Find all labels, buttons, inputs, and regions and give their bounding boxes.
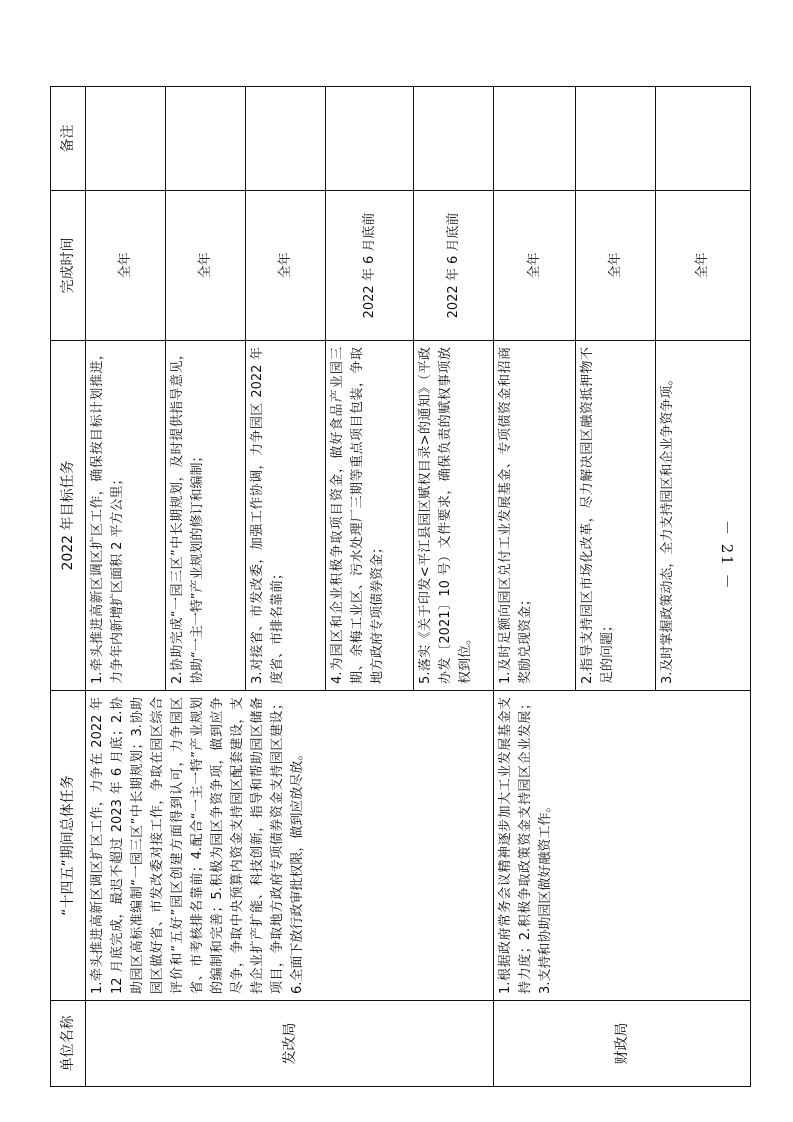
page-number: － 21 － [718,520,736,591]
unit-name-cell: 财政局 [494,1001,751,1087]
goal-cell: 2.协助完成“一园三区”中长期规划，及时提供指导意见，协助“一主一特”产业规划的修订和编制； [166,341,246,691]
header-unit: 单位名称 [51,1001,86,1087]
remark-cell [656,87,751,191]
remark-cell [166,87,246,191]
remark-cell [246,87,326,191]
header-row [51,87,86,1087]
remark-cell [576,87,656,191]
goal-cell: 1.牵头推进高新区调区扩区工作，确保按目标计划推进，力争年内新增扩区面积 2 平方公里； [86,341,166,691]
table-row [86,87,166,1087]
goal-cell: 4.为园区和企业积极争取项目资金，做好食品产业园三期、余梅工业区、污水处理厂三期等重点项目包装，争取地方政府专项债券资金； [326,341,414,691]
rotated-landscape-table [50,87,750,1087]
task-table [50,86,751,1087]
overall-task-cell: 1.根据政府常务会议精神逐步加大工业发展基金支持力度；2.积极争取政策资金支持园区企业发展；3.支持和协助园区做好融资工作。 [494,691,751,1001]
header-goal-2022: 2022 年目标任务 [51,341,86,691]
header-remark: 备注 [51,87,86,191]
deadline-cell: 全年 [576,191,656,341]
remark-cell [326,87,414,191]
remark-cell [86,87,166,191]
remark-cell [494,87,576,191]
goal-cell: 5.落实《关于印发<平江县园区赋权目录>的通知》（平政办发〔2021〕10 号）文件要求，确保负责的赋权事项放权到位。 [414,341,494,691]
deadline-cell: 2022 年 6 月底前 [326,191,414,341]
deadline-cell: 全年 [166,191,246,341]
header-period-task: “十四五”期间总体任务 [51,691,86,1001]
goal-cell: 3.及时掌握政策动态，全力支持园区和企业争资争项。 [656,341,751,691]
unit-name-cell: 发改局 [86,1001,494,1087]
deadline-cell: 2022 年 6 月底前 [414,191,494,341]
remark-cell [414,87,494,191]
table-row [494,87,576,1087]
deadline-cell: 全年 [656,191,751,341]
goal-cell: 2.指导支持园区市场化改革，尽力解决园区融资抵押物不足的问题； [576,341,656,691]
overall-task-cell: 1.牵头推进高新区调区扩区工作，力争在 2022 年 12 月底完成，最迟不超过 2023 年 6 月底；2.协助园区高标准编制“一园三区”中长期规划；3.协助园区做好省、市发改委对接工作，争取在园区综合评价和“五好”园区创建方面得到认可，力争园区省、市考核排名靠前；4.配合“一主一特”产业规划的编制和完善；5.积极为园区争资争项，做到应争尽争，争取中央预算内资金支持园区配套建设，支持企业扩产扩能、科技创新，指导和帮助园区储备项目，争取地方政府专项债券资金支持园区建设；6.全面下放行政审批权限，做到应放尽放。 [86,691,494,1001]
header-deadline: 完成时间 [51,191,86,341]
deadline-cell: 全年 [246,191,326,341]
goal-cell: 3.对接省、市发改委，加强工作协调，力争园区 2022 年度省、市排名靠前； [246,341,326,691]
deadline-cell: 全年 [494,191,576,341]
deadline-cell: 全年 [86,191,166,341]
goal-cell: 1.及时足额向园区兑付工业发展基金、专项债资金和招商奖励兑现资金； [494,341,576,691]
